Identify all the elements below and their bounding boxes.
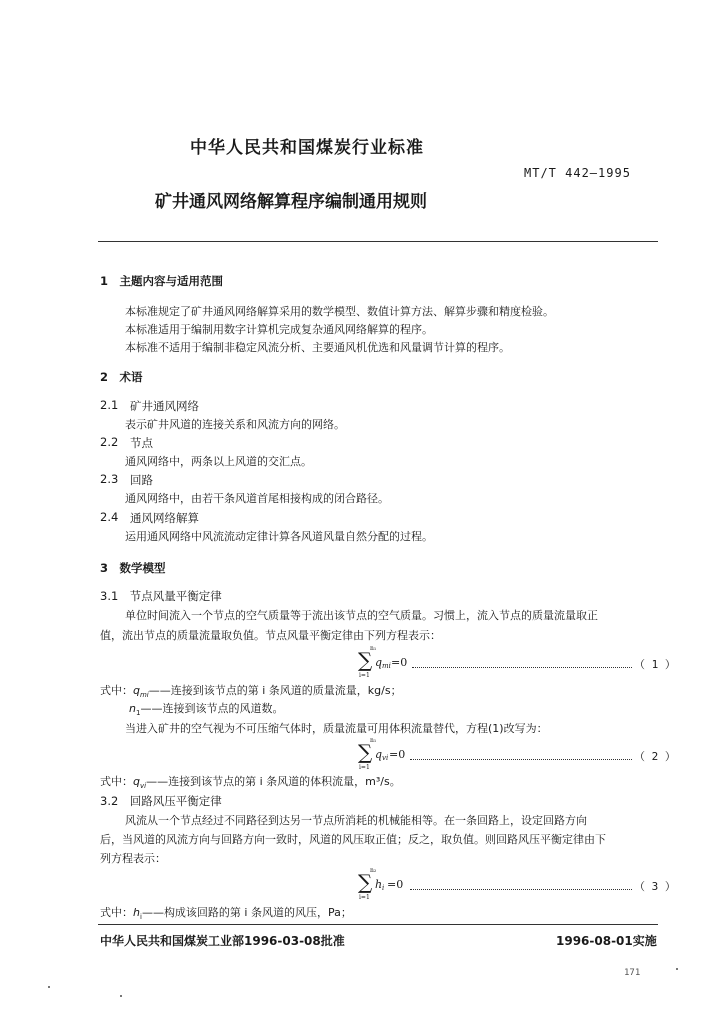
where-clause	[100, 682, 402, 699]
header-divider	[98, 241, 658, 242]
subsection-3-1-heading: 3.1 节点风量平衡定律	[100, 589, 222, 603]
footer-divider	[98, 924, 658, 925]
where-clause	[100, 904, 352, 921]
sum-upper-limit: n₁	[370, 645, 377, 652]
equation-variable: q	[375, 656, 383, 669]
sigma-symbol: ∑	[358, 870, 373, 894]
scan-speck	[48, 986, 50, 988]
standard-number: MT/T 442—1995	[524, 166, 631, 180]
scan-speck	[676, 968, 678, 970]
section-2-heading: 2 术语	[100, 370, 143, 384]
equation-number: （ 2 ）	[634, 750, 676, 763]
term-definition: 通风网络中，两条以上风道的交汇点。	[125, 455, 312, 468]
where-clause	[129, 700, 283, 717]
term-definition: 通风网络中，由若干条风道首尾相接构成的闭合路径。	[125, 492, 389, 505]
equation-variable: q	[375, 748, 383, 761]
approval-line: 中华人民共和国煤炭工业部1996-03-08批准	[100, 934, 345, 948]
section-1-paragraph: 本标准不适用于编制非稳定风流分析、主要通风机优选和风量调节计算的程序。	[125, 341, 510, 354]
leader-dots	[412, 667, 632, 668]
term-number: 2.2	[100, 435, 119, 449]
equation-variable: h	[375, 878, 383, 891]
section-1-paragraph: 本标准适用于编制用数字计算机完成复杂通风网络解算的程序。	[125, 323, 433, 336]
symbol: n	[129, 702, 136, 715]
section-3-heading: 3 数学模型	[100, 561, 166, 575]
term-name: 节点	[130, 436, 153, 450]
term-name: 矿井通风网络	[130, 399, 199, 413]
issuing-organization: 中华人民共和国煤炭行业标准	[190, 138, 424, 158]
sum-lower-limit: i=1	[359, 764, 370, 771]
leader-dots	[410, 889, 632, 890]
section-1-heading: 1 主题内容与适用范围	[100, 274, 224, 288]
equation-rhs: =0	[389, 748, 406, 761]
equation-rhs: =0	[391, 656, 408, 669]
symbol-subscript: 1	[135, 709, 141, 718]
symbol: q	[133, 775, 140, 788]
equation-subscript: i	[382, 884, 385, 892]
equation-subscript: vi	[382, 754, 389, 762]
where-text: ——连接到该节点的风道数。	[140, 702, 284, 715]
leader-dots	[410, 759, 632, 760]
symbol-subscript: mi	[139, 691, 149, 700]
where-clause	[100, 773, 401, 790]
sigma-symbol: ∑	[358, 648, 373, 672]
where-prefix: 式中：	[100, 906, 133, 919]
term-number: 2.4	[100, 510, 119, 524]
where-text: ——构成该回路的第 i 条风道的风压，Pa；	[141, 906, 352, 919]
symbol-subscript: i	[139, 913, 142, 922]
symbol: q	[133, 684, 140, 697]
scan-speck	[120, 995, 122, 997]
where-prefix: 式中：	[100, 775, 133, 788]
term-number: 2.1	[100, 398, 119, 412]
term-definition: 运用通风网络中风流流动定律计算各风道风量自然分配的过程。	[125, 530, 433, 543]
equation-subscript: mi	[382, 662, 391, 670]
symbol-subscript: vi	[139, 782, 147, 791]
sigma-symbol: ∑	[358, 740, 373, 764]
paragraph-line: 风流从一个节点经过不同路径到达另一节点所消耗的机械能相等。在一条回路上，设定回路方向	[125, 814, 587, 827]
equation-number: （ 3 ）	[634, 880, 676, 893]
subsection-3-2-heading: 3.2 回路风压平衡定律	[100, 794, 222, 808]
term-definition: 表示矿井风道的连接关系和风流方向的网络。	[125, 418, 345, 431]
term-name: 回路	[130, 473, 153, 487]
sum-upper-limit: n₂	[370, 867, 377, 874]
sum-lower-limit: i=1	[359, 672, 370, 679]
effective-date: 1996-08-01实施	[556, 934, 657, 948]
paragraph-line: 当进入矿井的空气视为不可压缩气体时，质量流量可用体积流量替代，方程(1)改写为：	[125, 722, 548, 735]
where-text: ——连接到该节点的第 i 条风道的体积流量，m³/s。	[146, 775, 401, 788]
sum-lower-limit: i=1	[359, 894, 370, 901]
paragraph-line: 值，流出节点的质量流量取负值。节点风量平衡定律由下列方程表示：	[100, 629, 441, 642]
equation-rhs: =0	[387, 878, 404, 891]
section-1-paragraph: 本标准规定了矿井通风网络解算采用的数学模型、数值计算方法、解算步骤和精度检验。	[125, 305, 554, 318]
page-number: 171	[624, 968, 641, 978]
paragraph-line: 列方程表示：	[100, 852, 166, 865]
equation-number: （ 1 ）	[634, 658, 676, 671]
where-text: ——连接到该节点的第 i 条风道的质量流量，kg/s；	[148, 684, 402, 697]
paragraph-line: 后，当风道的风流方向与回路方向一致时，风道的风压取正值；反之，取负值。则回路风压平衡定律由下	[100, 833, 606, 846]
sum-upper-limit: n₁	[370, 737, 377, 744]
term-number: 2.3	[100, 472, 119, 486]
document-title: 矿井通风网络解算程序编制通用规则	[155, 192, 427, 212]
symbol: h	[133, 906, 140, 919]
term-name: 通风网络解算	[130, 511, 199, 525]
where-prefix: 式中：	[100, 684, 133, 697]
paragraph-line: 单位时间流入一个节点的空气质量等于流出该节点的空气质量。习惯上，流入节点的质量流量取正	[125, 609, 598, 622]
